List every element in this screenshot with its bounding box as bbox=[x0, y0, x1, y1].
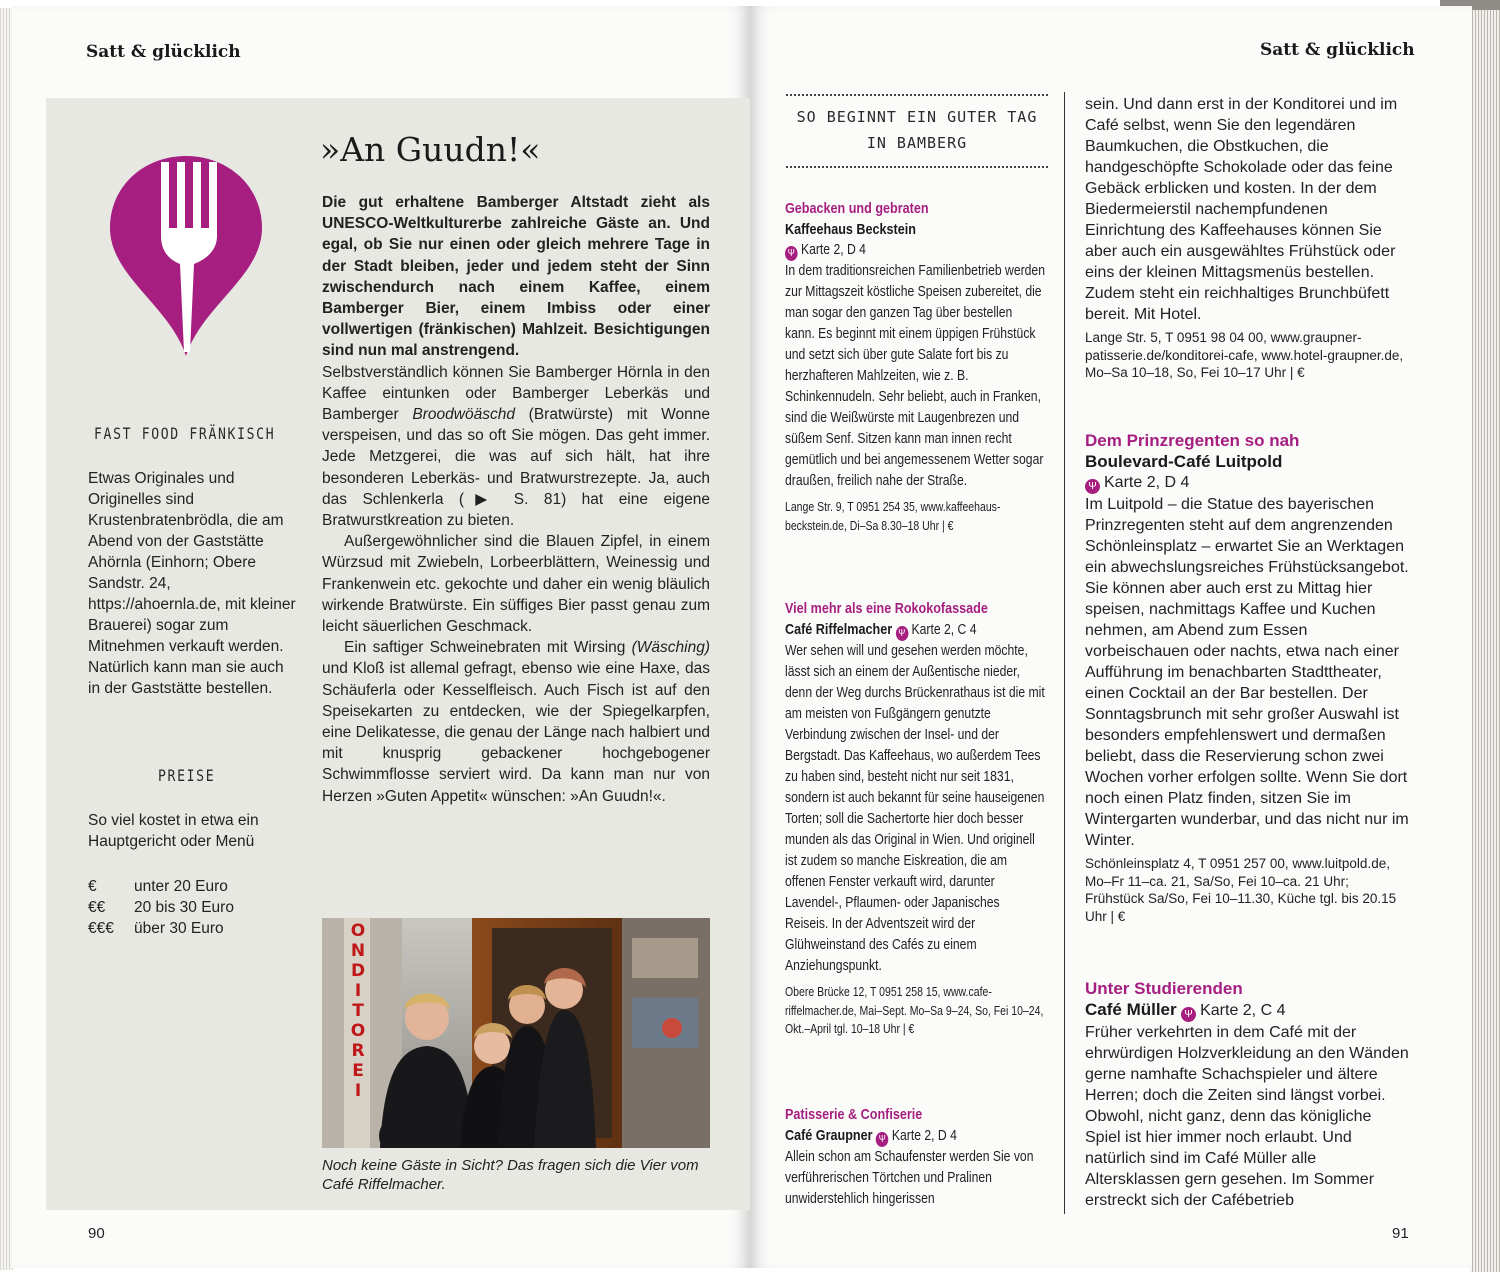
running-head-right: Satt & glücklich bbox=[1260, 40, 1415, 60]
price-row: € unter 20 Euro bbox=[88, 878, 228, 895]
fork-icon: Ψ bbox=[1181, 1007, 1196, 1022]
right-page bbox=[750, 6, 1472, 1268]
entry-cafe-graupner: Patisserie & Confiserie Café Graupner Ψ Karte 2, D 4 Allein schon am Schaufenster werden Sie von verführerischen Törtchen und Pralinen unwiderstehlich hingerissen bbox=[785, 1106, 1034, 1207]
entry-cafe-mueller: Unter Studierenden Café Müller Ψ Karte 2, C 4 Früher verkehrten in dem Café mit der ehrwürdigen Holzverkleidung an den Wänden gerne namhafte Schachspieler und ältere Herren; doch die Zeiten sind längst vorbei. Obwohl, nicht ganz, denn das königliche Spiel ist hier immer noch erlaubt. Und natürlich sind im Café Müller alle Altersklassen gern gesehen. Im Sommer erstreckt sich der Cafébetrieb bbox=[1085, 979, 1409, 1209]
running-head-left: Satt & glücklich bbox=[86, 42, 241, 62]
cafe-photo bbox=[322, 918, 710, 1148]
box-heading bbox=[786, 94, 1048, 170]
page-number-left: 90 bbox=[88, 1225, 105, 1242]
article-paragraph: Außergewöhnlicher sind die Blauen Zipfel, in einem Würzsud mit Zwiebeln, Lorbeerblättern, Weinessig und Frankenwein etc. gekochte und daher ein wenig bläulich wirkende Bratwürste. Ein süffiges Bier passt genau zum leicht säuerlichen Geschmack. bbox=[322, 533, 710, 636]
entry-cafe-graupner-continued: sein. Und dann erst in der Konditorei und im Café selbst, wenn Sie den legendären Baumkuchen, die Obstkuchen, die handgeschöpfte Schokolade oder das feine Gebäck erblicken und kosten. In der dem Biedermeierstil nachempfundenen Einrichtung des Kaffeehauses können Sie aber auch ein ausgewähltes Frühstück oder eins der kleinen Mittagsmenüs bestellen. Zudem steht ein reichhaltiges Brunchbüfett bereit. Mit Hotel. Lange Str. 5, T 0951 98 04 00, www.graupner-patisserie.de/konditorei-cafe, www.hotel-graupner.de, Mo–Sa 10–18, So, Fei 10–17 Uhr | € bbox=[1085, 96, 1404, 380]
fork-icon: Ψ bbox=[785, 246, 798, 261]
article-body bbox=[322, 192, 710, 807]
entry-cafe-riffelmacher: Viel mehr als eine Rokokofassade Café Riffelmacher Ψ Karte 2, C 4 Wer sehen will und gesehen werden möchte, lässt sich an einem der Außentische nieder, denn der Weg durchs Brückenrathaus ist die mit am meisten von Fußgängern genutzte Verbindung zwischen der Insel- und der Bergstadt. Das Kaffeehaus, wo außerdem Tees zu haben sind, besteht nicht nur seit 1831, sondern ist auch bekannt für seine hauseigenen Torten; soll die Sachertorte hier doch besser munden als das Original in Wien. Und originell ist zudem so manche Eiskreation, die am offenen Fenster verkauft wird, darunter Lavendel-, Pflaumen- oder Japanisches Reiseis. In der Adventszeit wird der Glühweinstand des Cafés zu einem Anziehungspunkt. Obere Brücke 12, T 0951 258 15, www.cafe-riffelmacher.de, Mai–Sept. Mo–Sa 9–24, So, Fei 10–24, Okt.–April tgl. 10–18 Uhr | € bbox=[785, 600, 1045, 1036]
fork-pin-icon bbox=[110, 156, 262, 356]
page-stack-right bbox=[1470, 10, 1500, 1272]
price-table bbox=[88, 876, 234, 939]
prices-title: PREISE bbox=[158, 766, 216, 785]
photo-caption: Noch keine Gäste in Sicht? Das fragen sich die Vier vom Café Riffelmacher. bbox=[322, 1157, 699, 1193]
fork-icon: Ψ bbox=[1085, 479, 1100, 494]
article-paragraph: Selbstverständlich können Sie Bamberger Hörnla in den Kaffee eintunken oder Bamberger Leberkäs und Bamberger Broodwöäschd (Bratwürste) mit Wonne verspeisen, und das so oft Sie mögen. Das geht immer. Jede Metzgerei, die was auf sich hält, hat ihre besonderen Leberkäs- und Bratwurstrezepte. Ja, auch das Schlenkerla (▶ S. 81) hat eine eigene Bratwurstkreation zu bieten. bbox=[322, 363, 710, 530]
dotted-rule bbox=[786, 166, 1048, 168]
price-row: €€€ über 30 Euro bbox=[88, 920, 224, 937]
fork-icon: Ψ bbox=[876, 1132, 889, 1147]
price-row: €€ 20 bis 30 Euro bbox=[88, 899, 234, 916]
article-title: »An Guudn!« bbox=[320, 130, 541, 169]
fork-icon: Ψ bbox=[896, 626, 909, 641]
entry-kaffeehaus-beckstein: Gebacken und gebraten Kaffeehaus Beckstein Ψ Karte 2, D 4 In dem traditionsreichen Familienbetrieb werden zur Mittagszeit köstliche Speisen zubereitet, die man sogar den ganzen Tag über bestellen kann. Es beginnt mit einem üppigen Frühstück und setzt sich über gute Salate fort bis zu herzhafteren Mahlzeiten, wie z. B. Schinkennudeln. Sehr beliebt, auch in Franken, sind die Weißwürste mit Laugenbrezen und süßem Senf. Sitzen kann man innen recht gemütlich und bei angemessenem Wetter sogar draußen, freilich nahe der Straße. Lange Str. 9, T 0951 254 35, www.kaffeehaus-beckstein.de, Di–Sa 8.30–18 Uhr | € bbox=[785, 200, 1045, 533]
left-page bbox=[12, 6, 750, 1268]
entry-cafe-luitpold: Dem Prinzregenten so nah Boulevard-Café Luitpold Ψ Karte 2, D 4 Im Luitpold – die Statue des bayerischen Prinzregenten steht auf dem angrenzenden Schönleinsplatz – erwartet Sie an Werktagen ein abwechslungsreiches Frühstücksangebot. Sie können aber auch erst zu Mittag hier speisen, nachmittags Kaffee und Kuchen nehmen, am Abend zum Essen vorbeischauen oder nachts, etwa nach einer Aufführung im benachbarten Stadttheater, einen Cocktail an der Bar bestellen. Der Sonntagsbrunch mit sehr großer Auswahl ist besonders empfehlenswert und dermaßen beliebt, dass die Reservierung schon zwei Wochen vorher erfolgen sollte. Wenn Sie dort noch einen Platz finden, sitzen Sie im Wintergarten wunderbar, und das nicht nur im Winter. Schönleinsplatz 4, T 0951 257 00, www.luitpold.de, Mo–Fr 11–ca. 21, Sa/So, Fei 10–ca. 21 Uhr; Frühstück Sa/So, Fei 10–11.30, Küche tgl. bis 20.15 Uhr | € bbox=[1085, 431, 1409, 924]
dotted-rule bbox=[786, 94, 1048, 96]
fastfood-text: Etwas Originales und Originelles sind Krustenbratenbrödla, die am Abend von der Gaststätte Ahörnla (Einhorn; Obere Sandstr. 24, https://ahoernla.de, mit kleiner Brauerei) sogar zum Mitnehmen verkauft werden. Natürlich kann man sie auch in der Gaststätte bestellen. bbox=[88, 470, 296, 697]
box-heading-line2: IN BAMBERG bbox=[866, 134, 968, 152]
article-paragraph: Ein saftiger Schweinebraten mit Wirsing (Wäsching) und Kloß ist allemal gefragt, ebenso wie eine Haxe, das Schäuferla oder Kesselfleisch. Auch Fisch ist auf den Speisekarten zu entdecken, wie der Spiegelkarpfen, eine Delikatesse, die genau der Länge nach halbiert und mit knusprig gebackener hochgebogener Schwimmflosse serviert wird. Da kann man nur von Herzen »Guten Appetit« wünschen: »An Guudn!«. bbox=[322, 639, 710, 805]
prices-intro: So viel kostet in etwa ein Hauptgericht oder Menü bbox=[88, 812, 259, 850]
column-rule bbox=[1064, 92, 1065, 1214]
fastfood-title: FAST FOOD FRÄNKISCH bbox=[94, 424, 276, 443]
box-heading-line1: SO BEGINNT EIN GUTER TAG bbox=[796, 108, 1038, 126]
page-number-right: 91 bbox=[1392, 1225, 1409, 1242]
konditorei-sign: O N D I T O R E I bbox=[350, 921, 366, 1101]
article-lead: Die gut erhaltene Bamberger Altstadt zieht als UNESCO-Weltkulturerbe zahlreiche Gäste an. Und egal, ob Sie nur einen oder gleich mehrere Tage in der Stadt bleiben, jeder und jedem steht der Sinn zwischendurch nach einem Kaffee, einem Bamberger Bier, einem Imbiss oder einer vollwertigen (fränkischen) Mahlzeit. Besichtigungen sind nun mal anstrengend. bbox=[322, 194, 710, 360]
